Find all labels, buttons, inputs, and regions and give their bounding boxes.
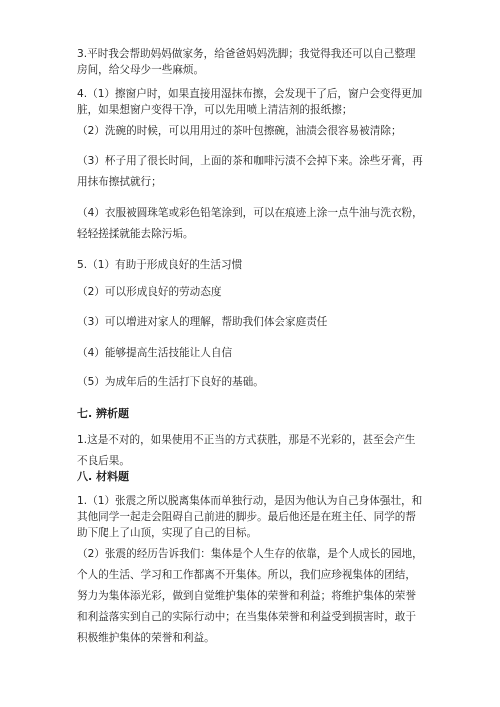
answer-5-2: （2）可以形成良好的劳动态度 xyxy=(77,286,222,298)
answer-5-1: 5.（1）有助于形成良好的生活习惯 xyxy=(77,259,243,271)
section-8-answer-1: 1.（1）张震之所以脱离集体而单独行动，是因为他认为自己身体强壮，和其他同学一起走会阻碍自己前进的脚步。最后他还是在班主任、同学的帮助下爬上了山顶，实现了自己的目标。 xyxy=(77,495,423,539)
answer-4-4: （4）衣服被圆珠笔或彩色铅笔涂到，可以在痕迹上涂一点牛油与洗衣粉，轻轻搓揉就能去除污垢。 xyxy=(77,207,423,240)
answer-5-4: （4）能够提高生活技能让人自信 xyxy=(77,347,233,359)
answer-3: 3.平时我会帮助妈妈做家务，给爸爸妈妈洗脚；我觉得我还可以自己整理房间，给父母少一些麻烦。 xyxy=(77,48,416,76)
section-7-answer-1: 1.这是不对的，如果使用不正当的方式获胜，那是不光彩的，甚至会产生不良后果。 xyxy=(77,434,416,467)
section-8-answer-2: （2）张震的经历告诉我们：集体是个人生存的依靠，是个人成长的园地，个人的生活、学习和工作都离不开集体。所以，我们应珍视集体的团结，努力为集体添光彩，做到自觉维护集体的荣誉和利益；将维护集体的荣誉和利益落实到自己的实际行动中；在当集体荣誉和利益受到损害时，敢于积极维护集体的荣誉和利益。 xyxy=(77,548,423,644)
section-7-title: 七. 辨析题 xyxy=(77,407,130,420)
answer-5-5: （5）为成年后的生活打下良好的基础。 xyxy=(77,376,264,388)
section-8-title: 八. 材料题 xyxy=(77,470,130,483)
answer-5-3: （3）可以增进对家人的理解，帮助我们体会家庭责任 xyxy=(77,316,328,328)
answer-4-3: （3）杯子用了很长时间，上面的茶和咖啡污渍不会掉下来。涂些牙膏，再用抹布擦拭就行； xyxy=(77,155,423,188)
answer-4-2: （2）洗碗的时候，可以用用过的茶叶包擦碗，油渍会很容易被清除； xyxy=(77,125,402,137)
answer-4-1: 4.（1）擦窗户时，如果直接用湿抹布擦，会发现干了后，窗户会变得更加脏，如果想窗户变得干净，可以先用喷上清洁剂的报纸擦； xyxy=(77,88,423,116)
